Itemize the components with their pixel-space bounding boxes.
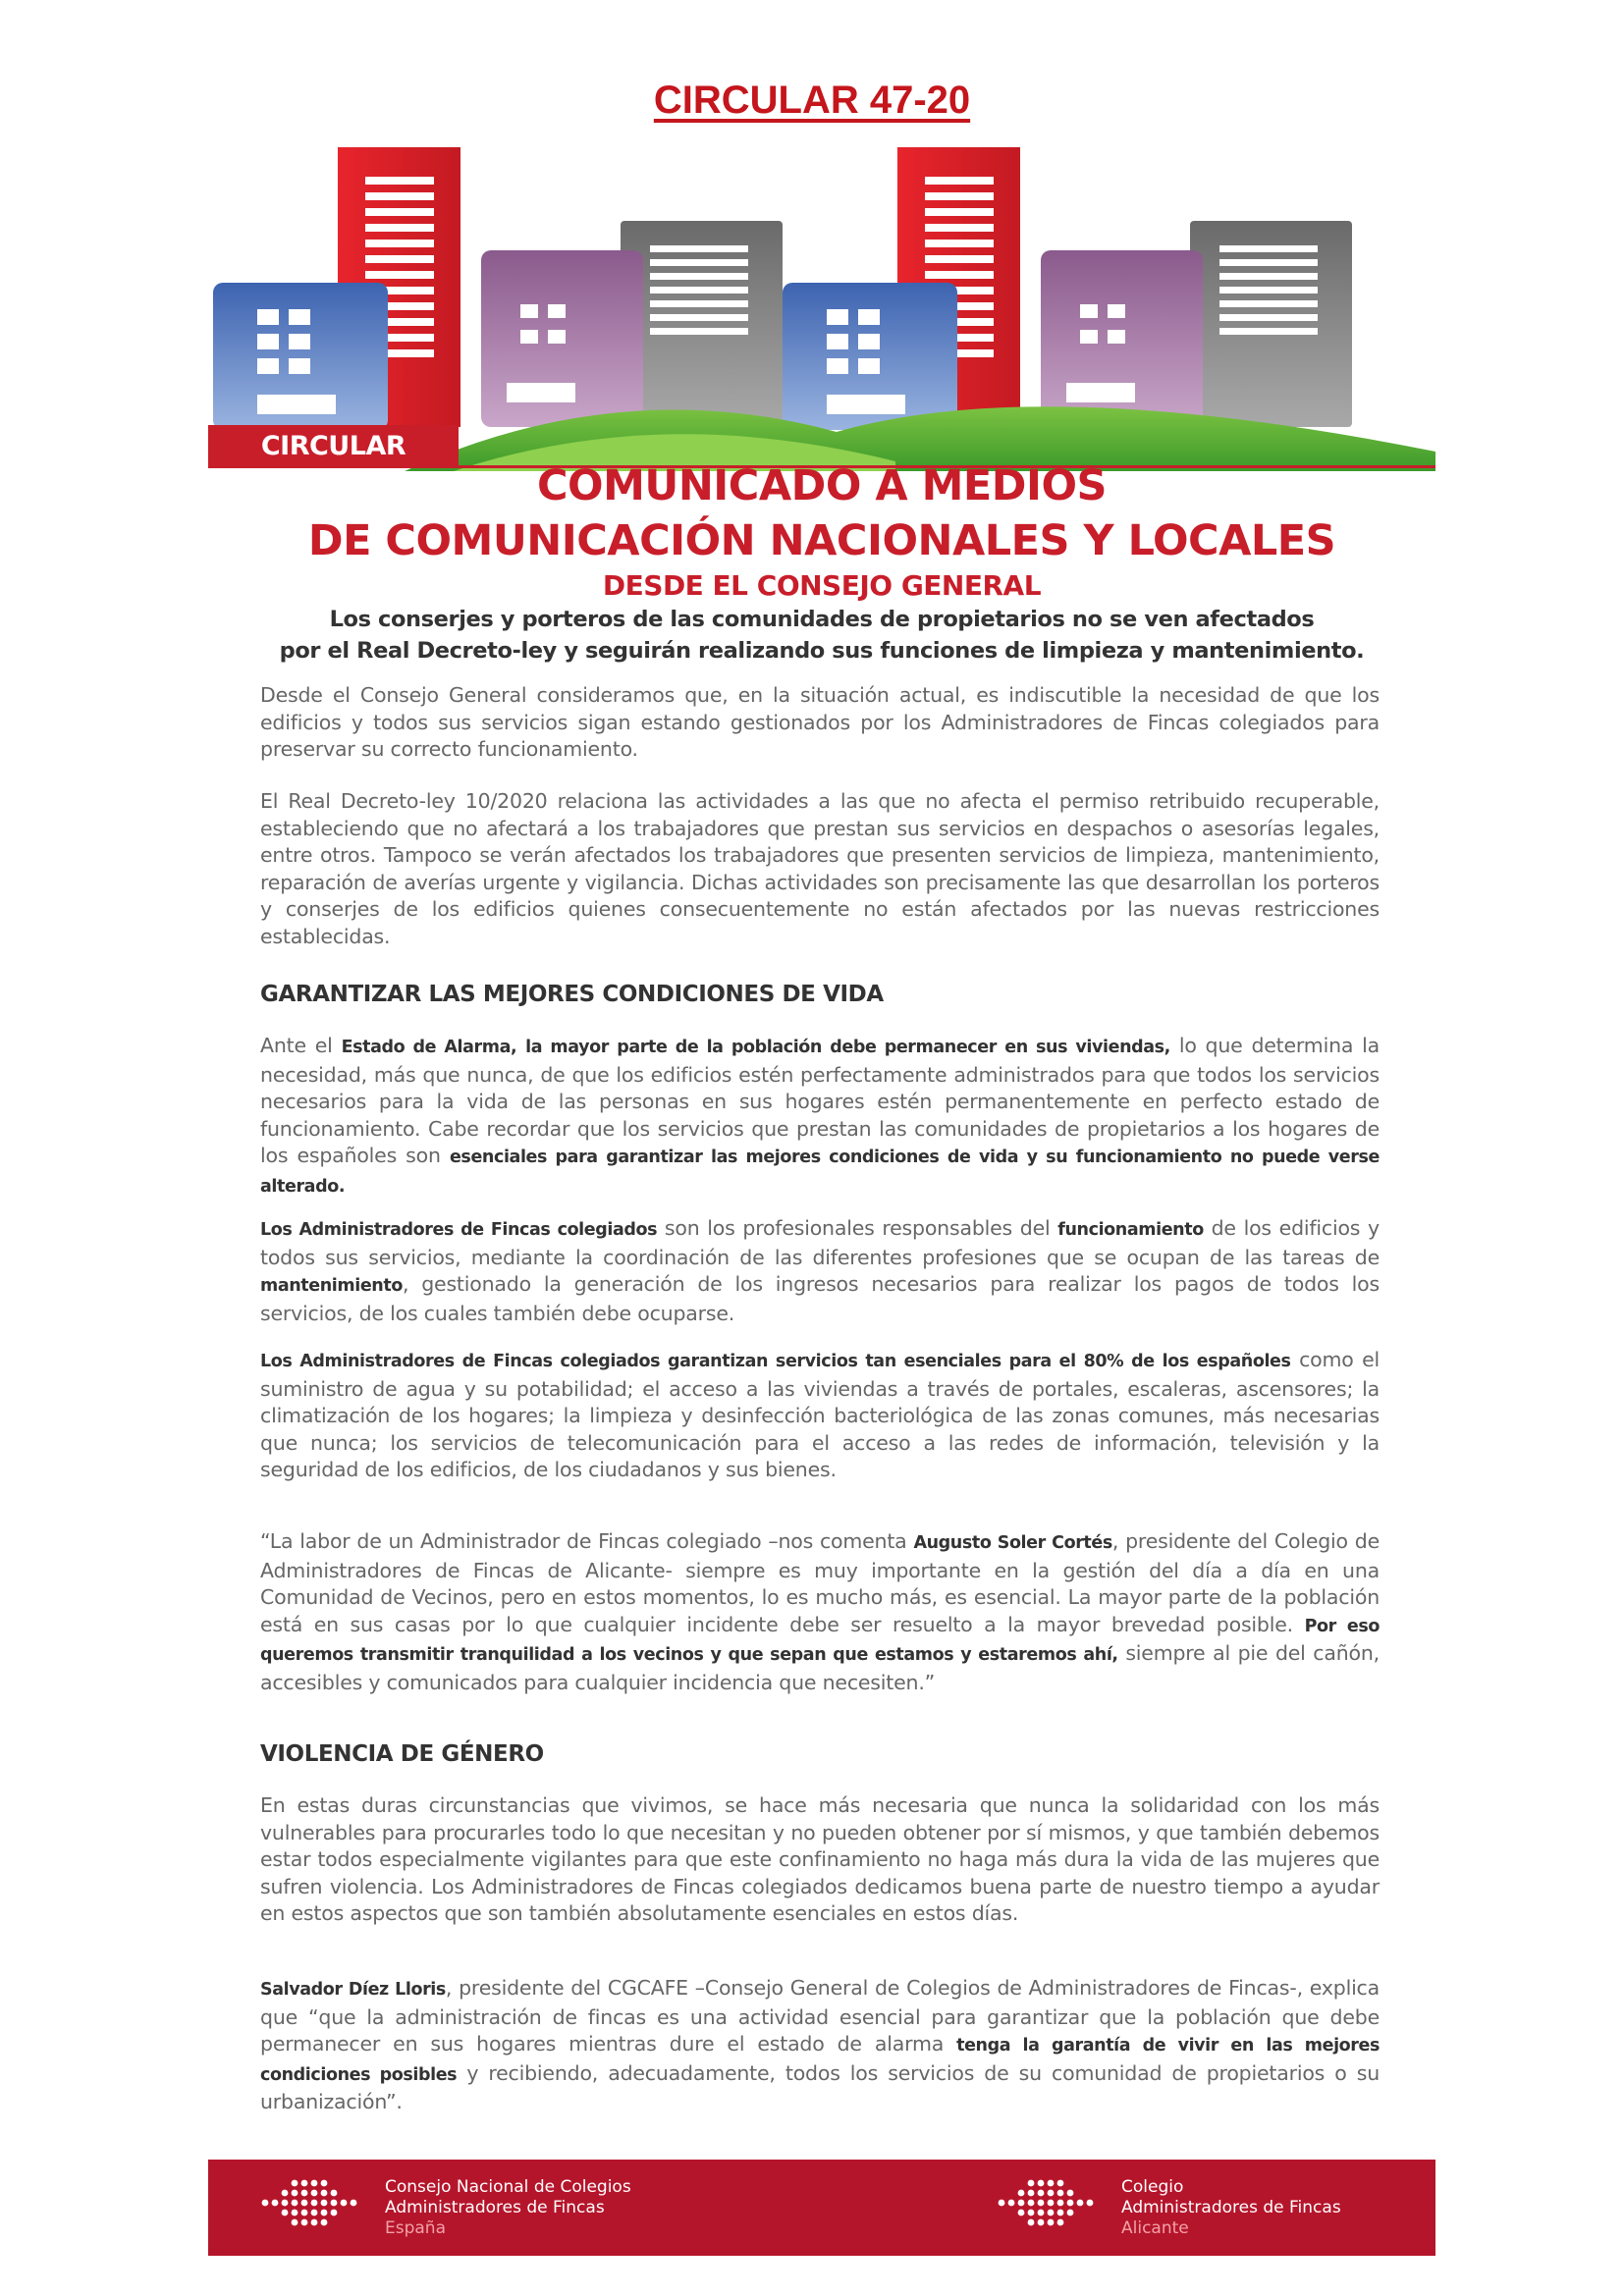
lead-line-2: por el Real Decreto-ley y seguirán realizando sus funciones de limpieza y mantenimiento.: [279, 638, 1365, 664]
headline-subtitle: DESDE EL CONSEJO GENERAL: [602, 569, 1042, 602]
circular-badge: CIRCULAR: [208, 425, 459, 468]
paragraph-intro: Desde el Consejo General consideramos que, en la situación actual, es indiscutible la necesidad de que los edificios y todos sus servicios sigan estando gestionados por los Administradores de Fincas colegiados para preservar su correcto funcionamiento.: [260, 683, 1380, 762]
dots-logo-icon: [257, 2177, 365, 2238]
paragraph-augusto-soler: “La labor de un Administrador de Fincas colegiado –nos comenta Augusto Soler Cortés, presidente del Colegio de Administradores de Fincas de Alicante- siempre es muy importante en la gestión del día a día en una Comunidad de Vecinos, pero en estos momentos, lo es mucho más, es esencial. La mayor parte de la población está en sus casas por lo que cualquier incidente debe ser resuelto a la mayor brevedad posible. Por eso queremos transmitir tranquilidad a los vecinos y que sepan que estamos y estaremos ahí, siempre al pie del cañón, accesibles y comunicados para cualquier incidencia que necesiten.”: [260, 1529, 1380, 1694]
paragraph-servicios-esenciales: Los Administradores de Fincas colegiados garantizan servicios tan esenciales para el 80% de los españoles como el suministro de agua y su potabilidad; el acceso a las viviendas a través de portales, escaleras, ascensores; la climatización de los hogares; la limpieza y desinfección bacteriológica de las zonas comunes, más necesarias que nunca; los servicios de telecomunicación para el acceso a las redes de información, televisión y la seguridad de los edificios, de los ciudadanos y sus bienes.: [260, 1348, 1380, 1482]
logo-left-text: Consejo Nacional de Colegios Administradores de Fincas España: [385, 2177, 631, 2238]
paragraph-real-decreto: El Real Decreto-ley 10/2020 relaciona las actividades a las que no afecta el permiso retribuido recuperable, estableciendo que no afectará a los trabajadores que prestan sus servicios en despachos o asesorías legales, entre otros. Tampoco se verán afectados los trabajadores que presenten servicios de limpieza, mantenimiento, reparación de averías urgente y vigilancia. Dichas actividades son precisamente las que desarrollan los porteros y conserjes de los edificios quienes consecuentemente no están afectados por las nuevas restricciones establecidas.: [260, 789, 1380, 948]
dots-logo-icon: [994, 2177, 1102, 2238]
paragraph-estado-alarma: Ante el Estado de Alarma, la mayor parte de la población debe permanecer en sus viviendas, lo que determina la necesidad, más que nunca, de que los edificios estén perfectamente administrados para que todos los servicios necesarios para la vida de las personas en sus hogares estén permanentemente en perfecto estado de funcionamiento. Cabe recordar que los servicios que prestan las comunidades de propietarios a los hogares de los españoles son esenciales para garantizar las mejores condiciones de vida y su funcionamiento no puede verse alterado.: [260, 1034, 1380, 1197]
buildings-illustration: [208, 137, 1435, 471]
footer-bar: [208, 2160, 1435, 2256]
section-heading-condiciones: GARANTIZAR LAS MEJORES CONDICIONES DE VIDA: [260, 982, 884, 1007]
section-heading-violencia: VIOLENCIA DE GÉNERO: [260, 1741, 544, 1767]
logo-right-text: Colegio Administradores de Fincas Alicante: [1121, 2177, 1341, 2238]
headline-line-2: DE COMUNICACIÓN NACIONALES Y LOCALES: [307, 516, 1336, 565]
lead-line-1: Los conserjes y porteros de las comunidades de propietarios no se ven afectados: [329, 607, 1315, 632]
paragraph-administradores: Los Administradores de Fincas colegiados son los profesionales responsables del funcionamiento de los edificios y todos sus servicios, mediante la coordinación de las diferentes profesiones que se ocupan de las tareas de mantenimiento, gestionado la generación de los ingresos necesarios para realizar los pagos de todos los servicios, de los cuales también debe ocuparse.: [260, 1216, 1380, 1325]
circular-number: CIRCULAR 47-20: [653, 79, 971, 122]
paragraph-salvador-diez: Salvador Díez Lloris, presidente del CGCAFE –Consejo General de Colegios de Administradores de Fincas-, explica que “que la administración de fincas es una actividad esencial para garantizar que la población que debe permanecer en sus hogares mientras dure el estado de alarma tenga la garantía de vivir en las mejores condiciones posibles y recibiendo, adecuadamente, todos los servicios de su comunidad de propietarios o su urbanización”.: [260, 1976, 1380, 2114]
headline-line-1: COMUNICADO A MEDIOS: [537, 461, 1107, 510]
paragraph-violencia: En estas duras circunstancias que vivimos, se hace más necesaria que nunca la solidaridad con los más vulnerables para procurarles todo lo que necesitan y no pueden obtener por sí mismos, y que también debemos estar todos especialmente vigilantes para que este confinamiento no haga más dura la vida de las mujeres que sufren violencia. Los Administradores de Fincas colegiados dedicamos buena parte de nuestro tiempo a ayudar en estos aspectos que son también absolutamente esenciales en estos días.: [260, 1793, 1380, 1926]
